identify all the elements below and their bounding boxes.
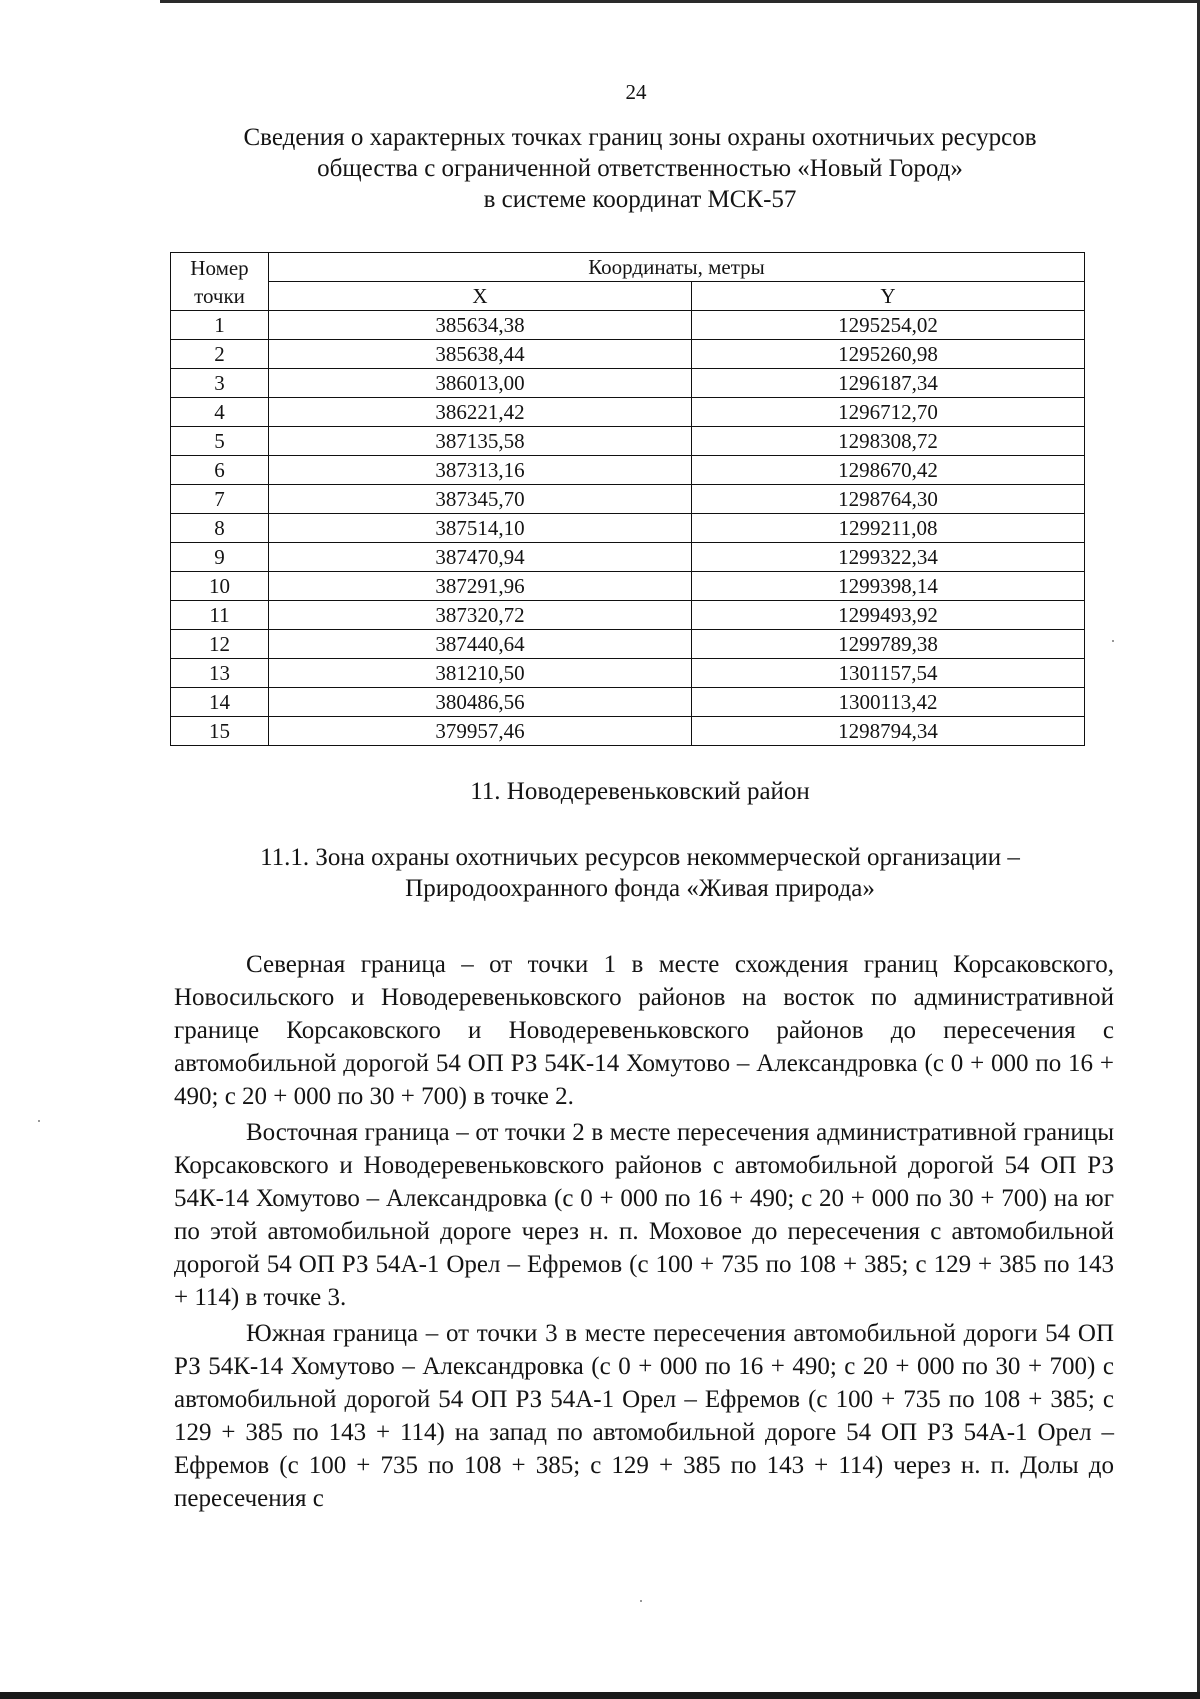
- cell-x: 387313,16: [269, 456, 692, 485]
- cell-y: 1299493,92: [692, 601, 1085, 630]
- scan-border-bottom: [0, 1692, 1200, 1699]
- coordinates-table: [170, 252, 1085, 746]
- table-row: [171, 485, 1085, 514]
- table-row: [171, 717, 1085, 746]
- cell-y: 1295260,98: [692, 340, 1085, 369]
- page-number: 24: [625, 80, 647, 104]
- cell-point-number: 3: [171, 369, 269, 398]
- section-title: 11. Новодеревеньковский район: [470, 778, 810, 805]
- scan-border-top: [160, 0, 1200, 3]
- cell-point-number: 5: [171, 427, 269, 456]
- header-y: Y: [692, 282, 1085, 311]
- cell-point-number: 7: [171, 485, 269, 514]
- subsection-title-line-2: Природоохранного фонда «Живая природа»: [405, 875, 875, 902]
- cell-x: 387514,10: [269, 514, 692, 543]
- cell-point-number: 11: [171, 601, 269, 630]
- cell-x: 385634,38: [269, 311, 692, 340]
- heading-line-1: Сведения о характерных точках границ зоны охраны охотничьих ресурсов: [243, 124, 1037, 151]
- cell-y: 1299398,14: [692, 572, 1085, 601]
- table-row: [171, 514, 1085, 543]
- heading-line-3: в системе координат МСК-57: [483, 186, 797, 213]
- header-point-number-line-1: Номер: [190, 255, 249, 280]
- scan-speck: [640, 1600, 642, 1602]
- body-text: [174, 948, 1114, 1518]
- table-subheader-row: [171, 282, 1085, 311]
- cell-x: 387470,94: [269, 543, 692, 572]
- cell-point-number: 13: [171, 659, 269, 688]
- cell-x: 380486,56: [269, 688, 692, 717]
- cell-x: 381210,50: [269, 659, 692, 688]
- header-point-number: [171, 253, 269, 311]
- subsection-title-line-1: 11.1. Зона охраны охотничьих ресурсов некоммерческой организации –: [260, 844, 1020, 871]
- cell-point-number: 14: [171, 688, 269, 717]
- table-row: [171, 427, 1085, 456]
- cell-x: 387291,96: [269, 572, 692, 601]
- header-x: X: [269, 282, 692, 311]
- table-row: [171, 311, 1085, 340]
- cell-point-number: 12: [171, 630, 269, 659]
- table-row: [171, 543, 1085, 572]
- paragraph-south-boundary: Южная граница – от точки 3 в месте пересечения автомобильной дороги 54 ОП РЗ 54К-14 Хомутово – Александровка (с 0 + 000 по 16 + 490; с 20 + 000 по 30 + 700) с автомобильной дорогой 54 ОП РЗ 54А-1 Орел – Ефремов (с 100 + 735 по 108 + 385; с 129 + 385 по 143 + 114) на запад по автомобильной дороге 54 ОП РЗ 54А-1 Орел – Ефремов (с 100 + 735 по 108 + 385; с 129 + 385 по 143 + 114) через н. п. Долы до пересечения с: [174, 1320, 1114, 1512]
- cell-y: 1295254,02: [692, 311, 1085, 340]
- cell-x: 385638,44: [269, 340, 692, 369]
- header-coordinates: Координаты, метры: [269, 253, 1085, 282]
- paragraph-east-boundary: Восточная граница – от точки 2 в месте пересечения административной границы Корсаковского и Новодеревеньковского районов с автомобильной дорогой 54 ОП РЗ 54К-14 Хомутово – Александровка (с 0 + 000 по 16 + 490; с 20 + 000 по 30 + 700) на юг по этой автомобильной дороге через н. п. Моховое до пересечения с автомобильной дорогой 54 ОП РЗ 54А-1 Орел – Ефремов (с 100 + 735 по 108 + 385; с 129 + 385 по 143 + 114) в точке 3.: [174, 1119, 1114, 1311]
- table-row: [171, 630, 1085, 659]
- subsection-title: [160, 842, 1120, 904]
- cell-y: 1296712,70: [692, 398, 1085, 427]
- table-row: [171, 340, 1085, 369]
- cell-point-number: 6: [171, 456, 269, 485]
- cell-x: 387345,70: [269, 485, 692, 514]
- table-row: [171, 688, 1085, 717]
- cell-y: 1298308,72: [692, 427, 1085, 456]
- table-row: [171, 398, 1085, 427]
- scan-speck: [38, 1120, 40, 1122]
- cell-y: 1301157,54: [692, 659, 1085, 688]
- heading-line-2: общества с ограниченной ответственностью «Новый Город»: [317, 155, 963, 182]
- paragraph-north-boundary: Северная граница – от точки 1 в месте схождения границ Корсаковского, Новосильского и Новодеревеньковского районов на восток по административной границе Корсаковского и Новодеревеньковского районов до пересечения с автомобильной дорогой 54 ОП РЗ 54К-14 Хомутово – Александровка (с 0 + 000 по 16 + 490; с 20 + 000 по 30 + 700) в точке 2.: [174, 951, 1114, 1110]
- cell-y: 1296187,34: [692, 369, 1085, 398]
- header-point-number-line-2: точки: [194, 283, 245, 308]
- scan-speck: [1112, 640, 1114, 642]
- cell-y: 1299322,34: [692, 543, 1085, 572]
- cell-y: 1299789,38: [692, 630, 1085, 659]
- cell-point-number: 2: [171, 340, 269, 369]
- table-row: [171, 369, 1085, 398]
- cell-x: 387320,72: [269, 601, 692, 630]
- table-header-row: [171, 253, 1085, 282]
- cell-point-number: 4: [171, 398, 269, 427]
- cell-x: 386221,42: [269, 398, 692, 427]
- cell-x: 386013,00: [269, 369, 692, 398]
- cell-point-number: 9: [171, 543, 269, 572]
- cell-x: 379957,46: [269, 717, 692, 746]
- document-heading: [160, 122, 1120, 215]
- cell-y: 1299211,08: [692, 514, 1085, 543]
- table-row: [171, 601, 1085, 630]
- cell-y: 1298670,42: [692, 456, 1085, 485]
- table-row: [171, 659, 1085, 688]
- table-row: [171, 456, 1085, 485]
- cell-y: 1298794,34: [692, 717, 1085, 746]
- cell-y: 1298764,30: [692, 485, 1085, 514]
- cell-point-number: 10: [171, 572, 269, 601]
- cell-y: 1300113,42: [692, 688, 1085, 717]
- cell-point-number: 1: [171, 311, 269, 340]
- cell-point-number: 15: [171, 717, 269, 746]
- cell-point-number: 8: [171, 514, 269, 543]
- table-row: [171, 572, 1085, 601]
- cell-x: 387440,64: [269, 630, 692, 659]
- cell-x: 387135,58: [269, 427, 692, 456]
